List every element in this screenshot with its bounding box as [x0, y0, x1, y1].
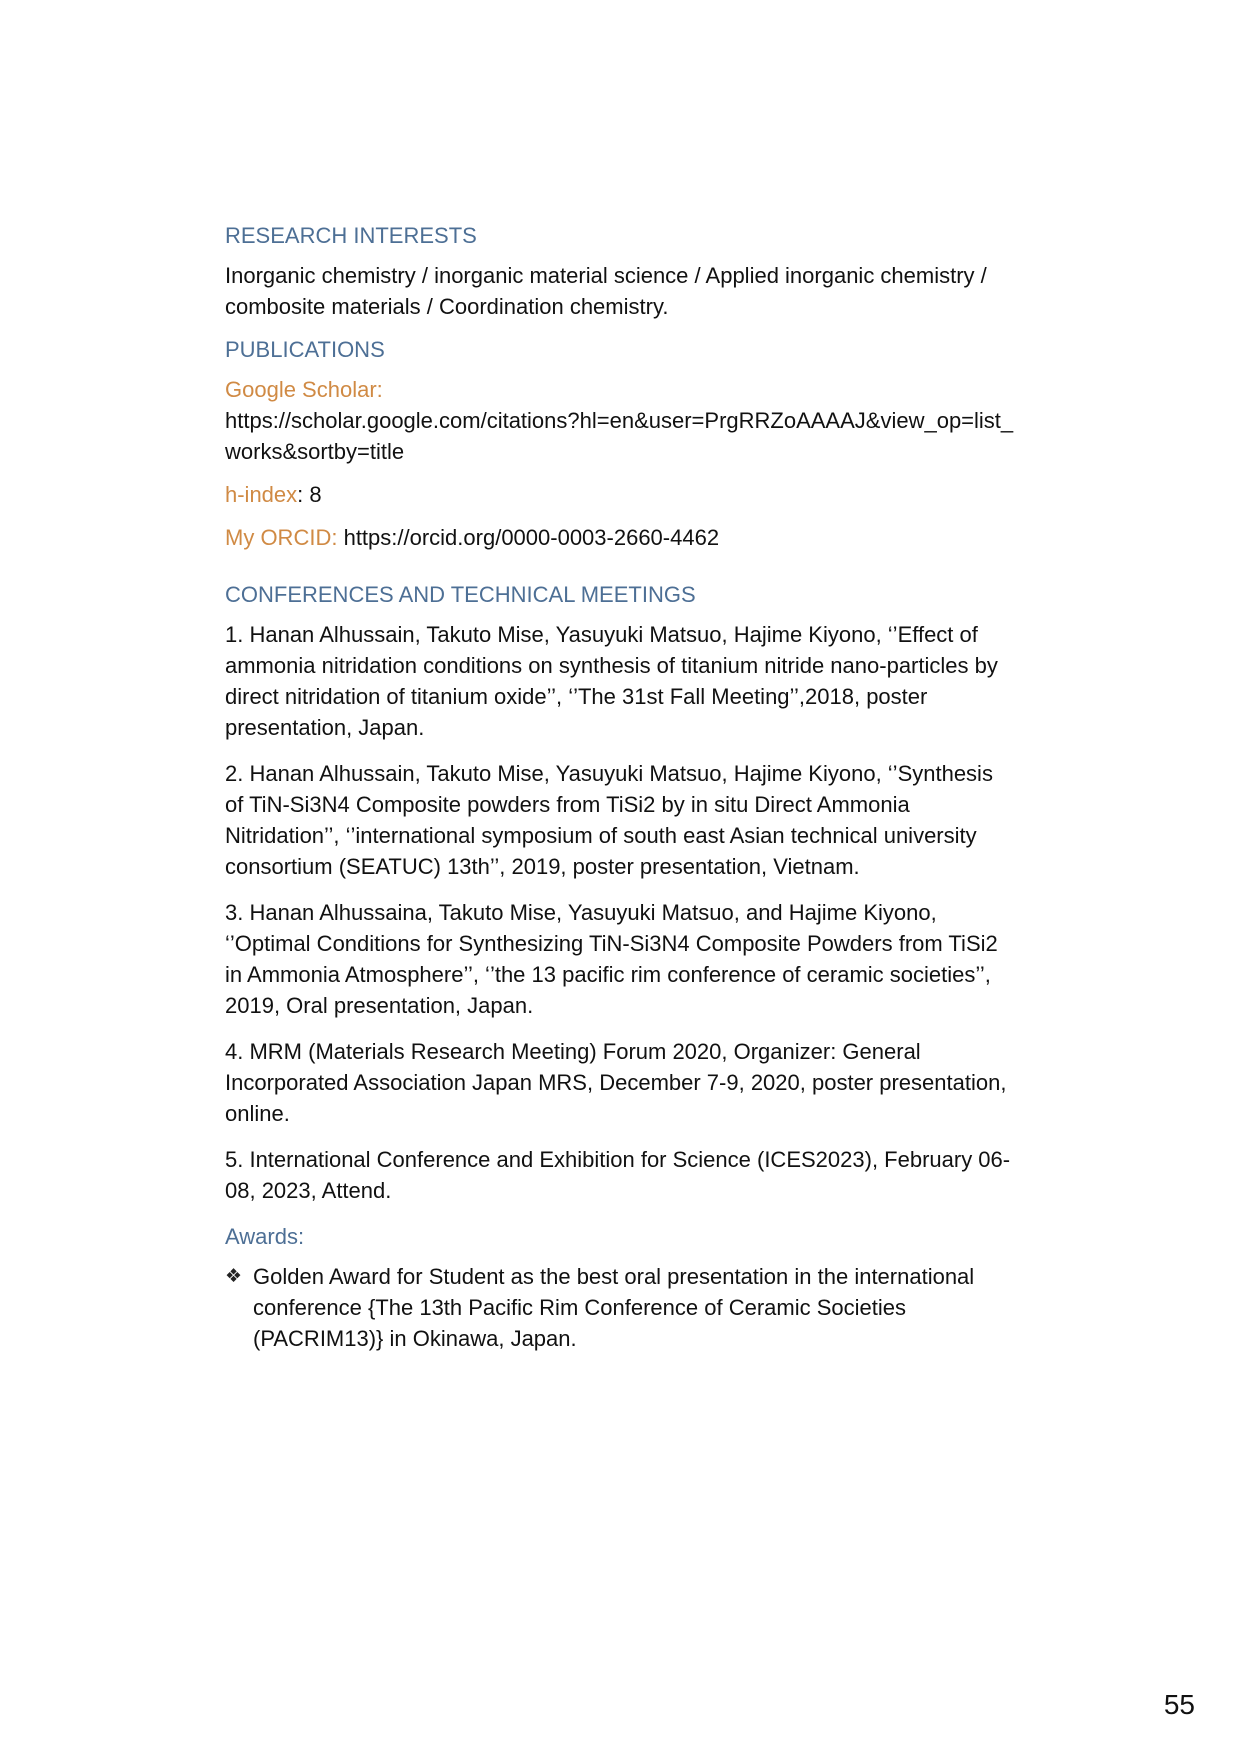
conference-item: 3. Hanan Alhussaina, Takuto Mise, Yasuyuki Matsuo, and Hajime Kiyono, ‘’Optimal Conditions for Synthesizing TiN-Si3N4 Composite Powders from TiSi2 in Ammonia Atmosphere’’, ‘’the 13 pacific rim conference of ceramic societies’’, 2019, Oral presentation, Japan. [225, 900, 998, 1018]
conference-item: 5. International Conference and Exhibition for Science (ICES2023), February 06-08, 2023, Attend. [225, 1147, 1011, 1203]
google-scholar-label: Google Scholar: [225, 377, 383, 402]
conference-item: 1. Hanan Alhussain, Takuto Mise, Yasuyuki Matsuo, Hajime Kiyono, ‘’Effect of ammonia nitridation conditions on synthesis of titanium nitride nano-particles by direct nitridation of titanium oxide’’, ‘’The 31st Fall Meeting’’,2018, poster presentation, Japan. [225, 622, 998, 740]
research-interests-text: Inorganic chemistry / inorganic material science / Applied inorganic chemistry / combosite materials / Coordination chemistry. [225, 263, 987, 319]
awards-heading: Awards: [225, 1224, 305, 1249]
document-content [225, 220, 1015, 1354]
h-index-value: : 8 [297, 482, 322, 507]
h-index-line [225, 479, 1015, 510]
research-interests-heading: RESEARCH INTERESTS [225, 223, 477, 248]
conference-item: 4. MRM (Materials Research Meeting) Forum 2020, Organizer: General Incorporated Association Japan MRS, December 7-9, 2020, poster presentation, online. [225, 1039, 1007, 1126]
orcid-label: My ORCID: [225, 525, 338, 550]
h-index-label: h-index [225, 482, 298, 507]
publications-heading: PUBLICATIONS [225, 337, 385, 362]
award-item [225, 1261, 1015, 1354]
page-number: 55 [1163, 1689, 1195, 1720]
conferences-heading: CONFERENCES AND TECHNICAL MEETINGS [225, 582, 696, 607]
orcid-link[interactable]: https://orcid.org/0000-0003-2660-4462 [343, 525, 720, 550]
diamond-bullet-icon: ❖ [225, 1266, 243, 1287]
orcid-line [225, 522, 1015, 553]
google-scholar-link[interactable]: https://scholar.google.com/citations?hl=en&user=PrgRRZoAAAAJ&view_op=list_works&sortby=title [225, 408, 1014, 464]
conference-item: 2. Hanan Alhussain, Takuto Mise, Yasuyuki Matsuo, Hajime Kiyono, ‘’Synthesis of TiN-Si3N4 Composite powders from TiSi2 by in situ Direct Ammonia Nitridation’’, ‘’international symposium of south east Asian technical university consortium (SEATUC) 13th’’, 2019, poster presentation, Vietnam. [225, 761, 993, 879]
award-text: Golden Award for Student as the best oral presentation in the international conference {The 13th Pacific Rim Conference of Ceramic Societies (PACRIM13)} in Okinawa, Japan. [253, 1264, 975, 1351]
